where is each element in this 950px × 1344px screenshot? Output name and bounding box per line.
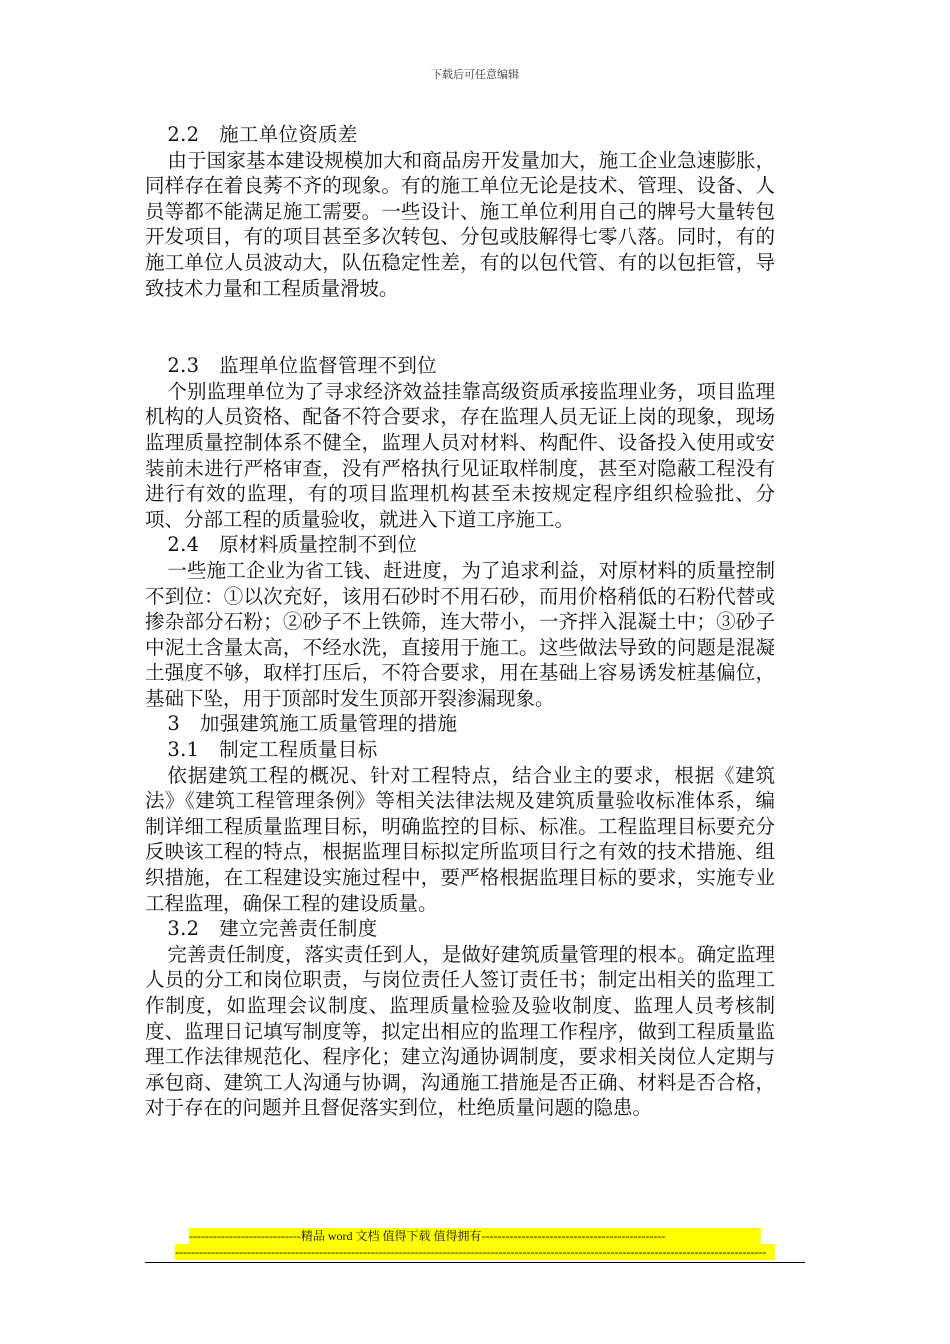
section-heading-3-1: 3.1 制定工程质量目标 bbox=[167, 738, 378, 762]
paragraph-2-4: 一些施工企业为省工钱、赶进度，为了追求利益，对原材料的质量控制不到位：①以次充好，该用石砂时不用石砂，而用价格稍低的石粉代替或掺杂部分石粉；②砂子不上铁筛，连大带小，一齐拌入混凝土中；③砂子中泥土含量太高，不经水洗，直接用于施工。这些做法导致的问题是混凝土强度不够，取样打压后，不符合要求，用在基础上容易诱发桩基偏位，基础下坠，用于顶部时发生顶部开裂渗漏现象。 bbox=[145, 558, 775, 710]
section-heading-2-2: 2.2 施工单位资质差 bbox=[167, 123, 358, 146]
section-heading-3: 3 加强建筑施工质量管理的措施 bbox=[167, 712, 458, 736]
paragraph-3-2: 完善责任制度，落实责任到人，是做好建筑质量管理的根本。确定监理人员的分工和岗位职责，与岗位责任人签订责任书；制定出相关的监理工作制度，如监理会议制度、监理质量检验及验收制度、监理人员考核制度、监理日记填写制度等，拟定出相应的监理工作程序，做到工程质量监理工作法律规范化、程序化；建立沟通协调制度，要求相关岗位人定期与承包商、建筑工人沟通与协调，沟通施工措施是否正确、材料是否合格，对于存在的问题并且督促落实到位，杜绝质量问题的隐患。 bbox=[145, 942, 775, 1120]
footer-rule bbox=[145, 1262, 805, 1263]
footer-banner: ----------------------------精品 word 文档 值得下载 值得拥有---------------------------------------------- bbox=[189, 1228, 761, 1244]
section-heading-2-4: 2.4 原材料质量控制不到位 bbox=[167, 533, 418, 557]
paragraph-3-1: 依据建筑工程的概况、针对工程特点，结合业主的要求，根据《建筑法》《建筑工程管理条例》等相关法律法规及建筑质量验收标准体系，编制详细工程质量监理目标，明确监控的目标、标准。工程监理目标要充分反映该工程的特点，根据监理目标拟定所监项目行之有效的技术措施、组织措施，在工程建设实施过程中，要严格根据监理目标的要求，实施专业工程监理，确保工程的建设质量。 bbox=[145, 763, 775, 915]
section-heading-3-2: 3.2 建立完善责任制度 bbox=[167, 917, 378, 941]
page-footer bbox=[145, 1228, 805, 1263]
paragraph-2-3: 个别监理单位为了寻求经济效益挂靠高级资质承接监理业务，项目监理机构的人员资格、配备不符合要求，存在监理人员无证上岗的现象，现场监理质量控制体系不健全，监理人员对材料、构配件、设备投入使用或安装前未进行严格审查，没有严格执行见证取样制度，甚至对隐蔽工程没有进行有效的监理，有的项目监理机构甚至未按规定程序组织检验批、分项、分部工程的质量验收，就进入下道工序施工。 bbox=[145, 379, 775, 531]
document-body bbox=[145, 122, 775, 1121]
blank-gap bbox=[145, 301, 775, 353]
footer-dashes: ---------------------------------------------------------------------------------------------------------------------------------------------------- bbox=[175, 1244, 775, 1260]
section-heading-2-3: 2.3 监理单位监督管理不到位 bbox=[167, 354, 437, 378]
page-header: 下载后可任意编辑 bbox=[431, 68, 519, 81]
paragraph-2-2: 由于国家基本建设规模加大和商品房开发量加大，施工企业急速膨胀，同样存在着良莠不齐的现象。有的施工单位无论是技术、管理、设备、人员等都不能满足施工需要。一些设计、施工单位利用自己的牌号大量转包开发项目，有的项目甚至多次转包、分包或肢解得七零八落。同时，有的施工单位人员波动大，队伍稳定性差，有的以包代管、有的以包拒管，导致技术力量和工程质量滑坡。 bbox=[145, 148, 775, 300]
